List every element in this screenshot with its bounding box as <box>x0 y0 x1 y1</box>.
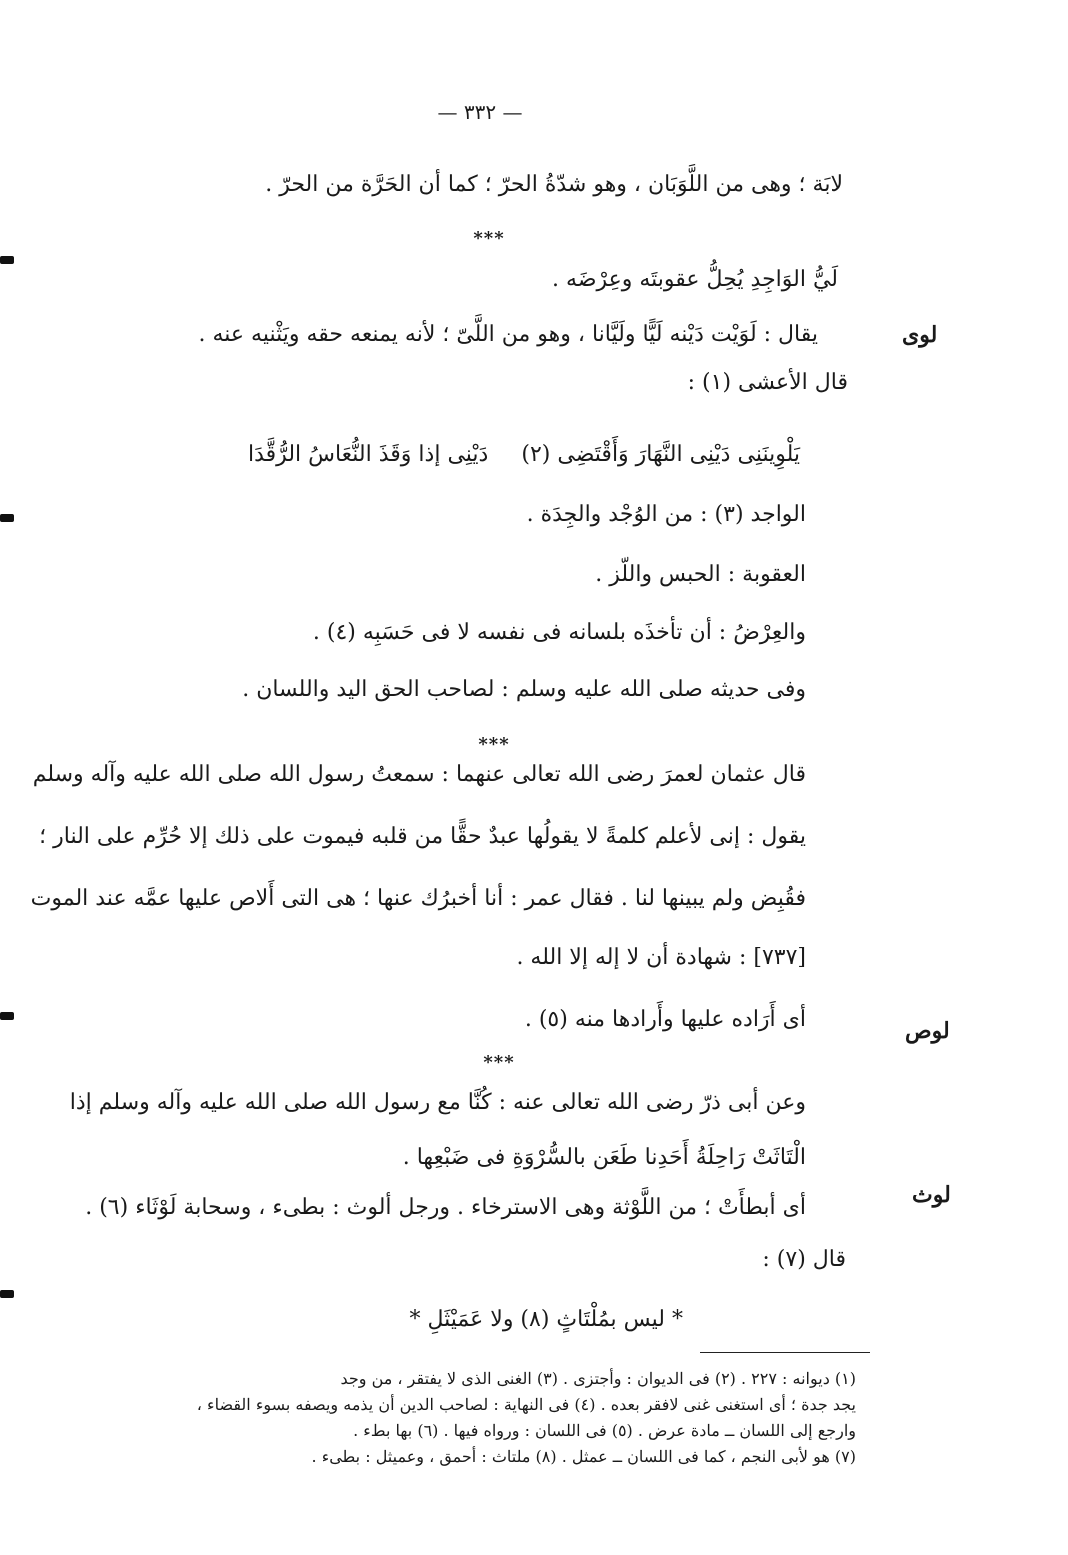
scan-edge-mark <box>0 1290 14 1298</box>
text-line: وعن أبى ذرّ رضى الله تعالى عنه : كُنَّا مع رسول الله صلى الله عليه وآله وسلم إذا <box>69 1090 806 1115</box>
text-line: يقول : إنى لأعلم كلمةً لا يقولُها عبدٌ حقًّا من قلبه فيموت على ذلك إلا حُرِّم على النار ؛ <box>39 824 806 849</box>
text-line: قال عثمان لعمرَ رضى الله تعالى عنهما : سمعتُ رسول الله صلى الله عليه وآله وسلم <box>32 762 806 787</box>
verse-hemistich-left: دَيْنِى إذا وَقَذَ النُّعَاسُ الرُّقَّدَا <box>248 442 489 467</box>
text-line: الواجد (٣) : من الوُجْد والجِدَة . <box>526 502 806 527</box>
footnote-divider <box>700 1352 870 1353</box>
text-line: أى أبطأَتْ ؛ من اللَّوْثة وهى الاسترخاء . ورجل ألوث : بطىء ، وسحابة لَوْثَاء (٦) . <box>85 1195 806 1220</box>
hadith-line: لَيُّ الوَاجِدِ يُحِلُّ عقوبتَه وعِرْضَه . <box>552 267 838 292</box>
text-line: قال الأعشى (١) : <box>687 370 848 395</box>
verse-line: * ليس بمُلْتَاثٍ (٨) ولا عَمَيْثَلِ * <box>409 1307 683 1332</box>
margin-headword: لوى <box>902 322 938 348</box>
margin-headword: لوث <box>912 1182 951 1208</box>
footnote-line: (٧) هو لأبى النجم ، كما فى اللسان ــ عمثل . (٨) ملتاث : أحمق ، وعميثل : بطىء . <box>311 1447 856 1466</box>
section-separator: *** <box>478 734 510 755</box>
text-line: العقوبة : الحبس واللّز . <box>595 562 806 587</box>
text-line: أى أَرَاده عليها وأَرادها منه (٥) . <box>524 1007 806 1032</box>
scan-edge-mark <box>0 514 14 522</box>
footnote-line: يجد جدة ؛ أى استغنى غنى لافقر بعده . (٤) فى النهاية : لصاحب الدين أن يذمه ويصفه بسوء القضاء ، <box>196 1395 856 1414</box>
intro-line: لابَة ؛ وهى من اللَّوَبَان ، وهو شدّةُ الحرّ ؛ كما أن الحَرَّة من الحرّ . <box>265 172 843 197</box>
footnote-line: (١) ديوانه : ٢٢٧ . (٢) فى الديوان : وأجتزى . (٣) الغنى الذى لا يفتقر ، من وجد <box>340 1369 856 1388</box>
scan-edge-mark <box>0 256 14 264</box>
text-line: الْتَاثَتْ رَاحِلَةُ أَحَدِنا طَعَن بالسُّرْوَةِ فى ضَبْعِها . <box>402 1145 806 1170</box>
footnote-line: وارجع إلى اللسان ــ مادة عرض . (٥) فى اللسان : ورواه فيها . (٦) بها بطء . <box>353 1421 856 1440</box>
text-line: قال (٧) : <box>762 1247 846 1272</box>
text-line: يقال : لَوَيْت دَيْنه لَيًّا ولَيَّانا ، وهو من اللَّىّ ؛ لأنه يمنعه حقه ويَثْنيه عنه . <box>198 322 818 347</box>
text-line: [٧٣٧] : شهادة أن لا إله إلا الله . <box>516 945 806 970</box>
scan-edge-mark <box>0 1012 14 1020</box>
margin-headword: لوص <box>905 1018 950 1044</box>
section-separator: *** <box>473 228 505 249</box>
page-number: — ٣٣٢ — <box>437 100 523 124</box>
verse-hemistich-right: يَلْوِينَنِى دَيْنِى النَّهَارَ وَأَقْتَضِى (٢) <box>521 442 800 467</box>
text-line: والعِرْضُ : أن تأخذَه بلسانه فى نفسه لا فى حَسَبِه (٤) . <box>312 620 806 645</box>
text-line: فقُبِض ولم يبينها لنا . فقال عمر : أنا أخبرُك عنها ؛ هى التى أَلاص عليها عمَّه عند الموت <box>30 886 806 911</box>
section-separator: *** <box>483 1052 515 1073</box>
text-line: وفى حديثه صلى الله عليه وسلم : لصاحب الحق اليد واللسان . <box>242 677 806 702</box>
